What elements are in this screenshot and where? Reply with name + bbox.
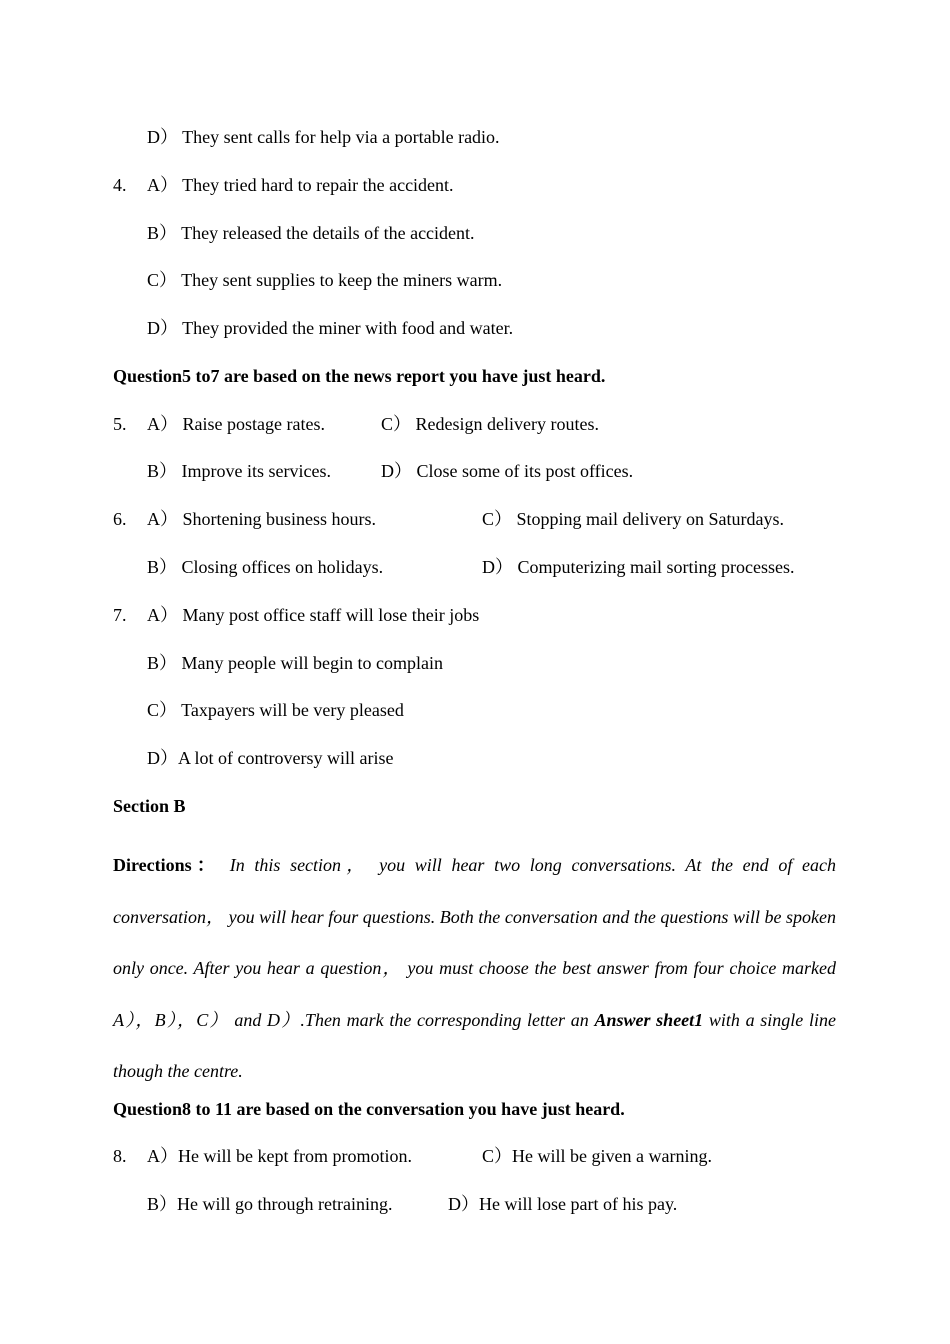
- directions-label: Directions：: [113, 855, 221, 875]
- heading-questions-5-7: Question5 to7 are based on the news report you have just heard.: [113, 366, 606, 386]
- question-6-option-b: B） Closing offices on holidays.: [147, 557, 384, 577]
- question-3-option-d: D） They sent calls for help via a portable radio.: [147, 127, 500, 147]
- question-6-option-a: A） Shortening business hours.: [147, 509, 376, 529]
- question-8-option-a: A）He will be kept from promotion.: [147, 1146, 412, 1166]
- question-5-option-d: D） Close some of its post offices.: [381, 461, 634, 481]
- heading-questions-8-11: Question8 to 11 are based on the conversation you have just heard.: [113, 1099, 625, 1119]
- answer-sheet-emphasis: Answer sheet1: [594, 1009, 704, 1030]
- question-5-option-c: C） Redesign delivery routes.: [381, 414, 599, 434]
- question-8-option-c: C）He will be given a warning.: [482, 1146, 712, 1166]
- question-7-option-c: C） Taxpayers will be very pleased: [147, 700, 404, 720]
- question-4-option-d: D） They provided the miner with food and water.: [147, 318, 514, 338]
- question-5-number: 5.: [113, 414, 127, 434]
- directions-text: In this section， you will hear two long conversations. At the end of each conversation， you will hear four questions. Both the conversation and the questions will be spoken only once. After you hear a question， you must choose the best answer from four choice marked A），B），C） and D）.Then mark the corresponding letter an: [113, 855, 836, 1030]
- directions-paragraph: [113, 840, 836, 1098]
- question-7-option-d: D）A lot of controversy will arise: [147, 748, 394, 768]
- directions-text-end: with a single line though the centre.: [113, 1009, 836, 1081]
- question-6-option-d: D） Computerizing mail sorting processes.: [482, 557, 795, 577]
- question-5-option-a: A） Raise postage rates.: [147, 414, 325, 434]
- question-7-option-a: A） Many post office staff will lose their jobs: [147, 605, 480, 625]
- question-7-option-b: B） Many people will begin to complain: [147, 653, 443, 673]
- question-7-number: 7.: [113, 605, 127, 625]
- section-b-heading: Section B: [113, 796, 186, 816]
- question-4-option-c: C） They sent supplies to keep the miners warm.: [147, 270, 503, 290]
- question-4-option-b: B） They released the details of the accident.: [147, 223, 475, 243]
- question-6-option-c: C） Stopping mail delivery on Saturdays.: [482, 509, 784, 529]
- question-4-option-a: A） They tried hard to repair the accident.: [147, 175, 454, 195]
- question-4-number: 4.: [113, 175, 127, 195]
- question-6-number: 6.: [113, 509, 127, 529]
- question-8-option-d: D）He will lose part of his pay.: [448, 1194, 678, 1214]
- question-8-number: 8.: [113, 1146, 127, 1166]
- question-5-option-b: B） Improve its services.: [147, 461, 331, 481]
- question-8-option-b: B）He will go through retraining.: [147, 1194, 393, 1214]
